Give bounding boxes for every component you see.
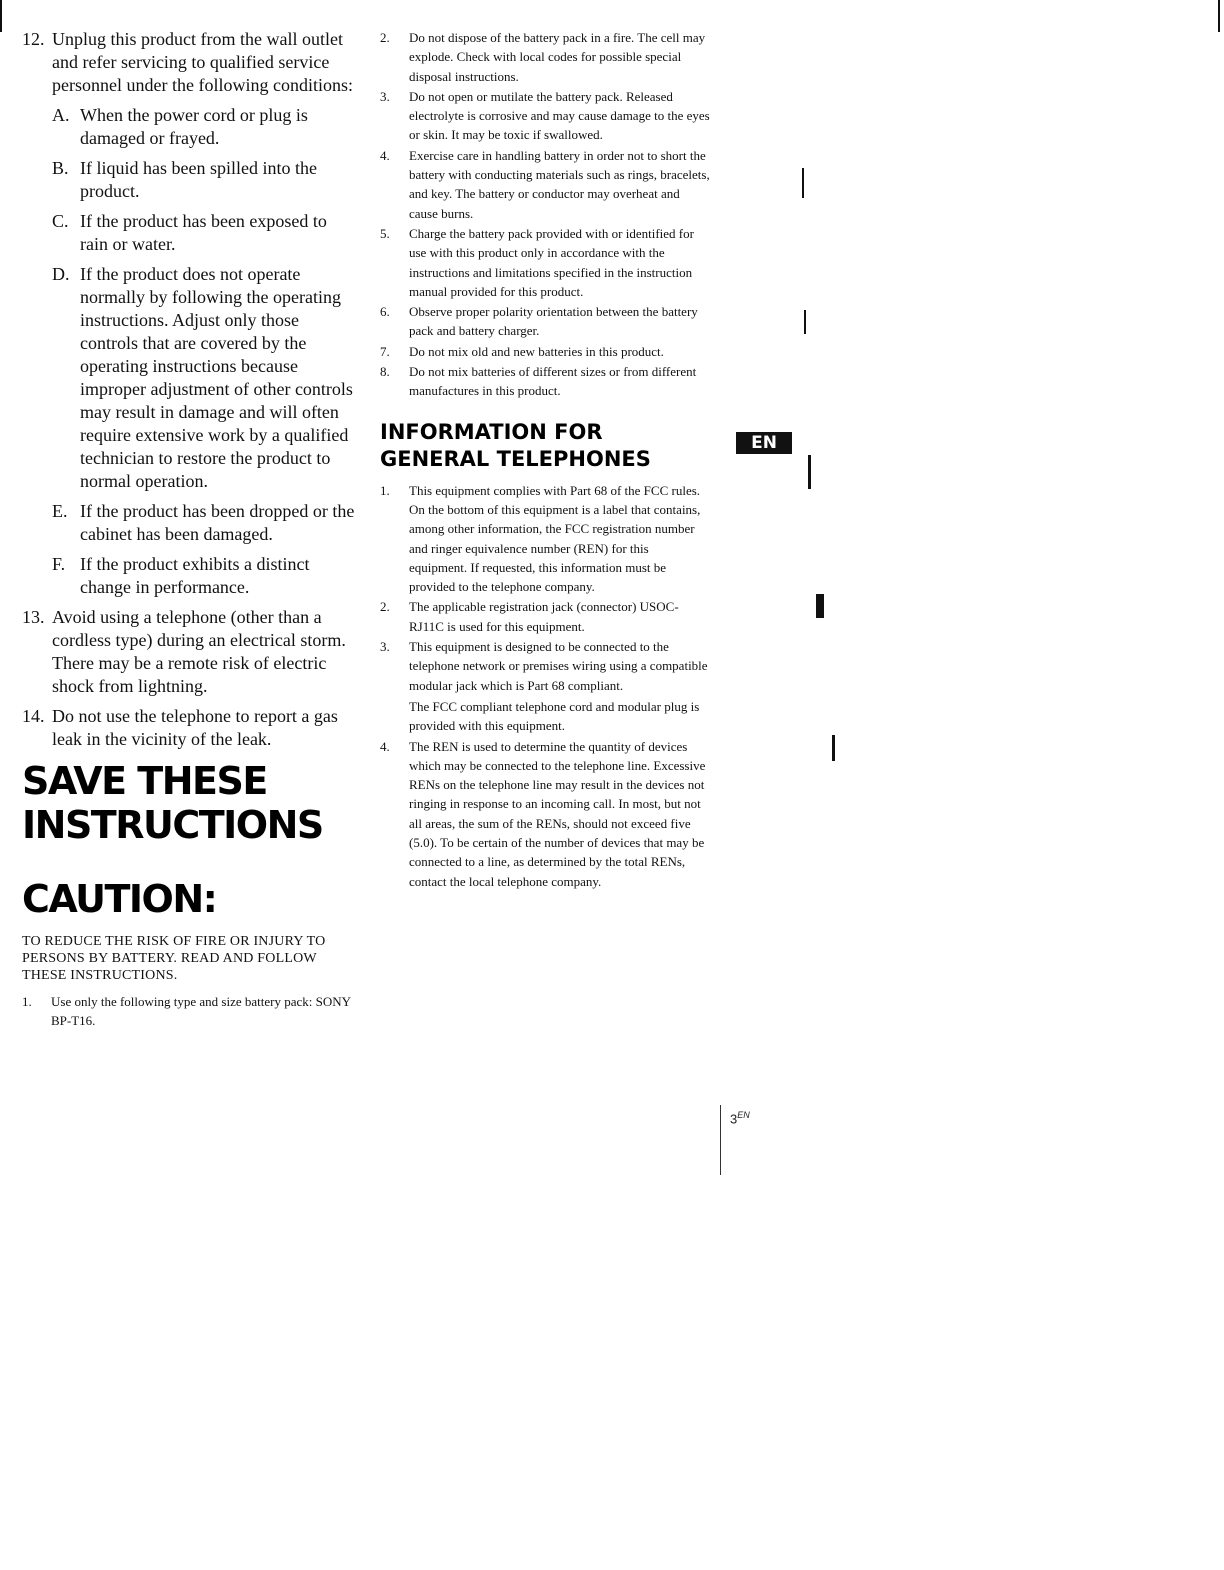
info-item-4 [380, 737, 710, 891]
item-text: Exercise care in handling battery in order not to short the battery with conducting materials such as rings, bracelets, and key. The battery or conductor may overheat and cause burns. [409, 147, 710, 221]
item-number: 6. [380, 304, 390, 320]
sub-item-text: If the product has been dropped or the cabinet has been damaged. [80, 501, 355, 544]
list-item-13 [22, 606, 357, 698]
item-text: Do not open or mutilate the battery pack. Released electrolyte is corrosive and may cause damage to the eyes or skin. It may be toxic if swallowed. [409, 88, 710, 143]
scan-artifact [804, 310, 806, 334]
sub-item-b [22, 157, 357, 203]
item-text: This equipment complies with Part 68 of the FCC rules. On the bottom of this equipment is a label that contains, among other information, the FCC registration number and ringer equivalence number (REN) for this equipment. If requested, this information must be provided to the telephone company. [409, 482, 701, 595]
item-text: Do not dispose of the battery pack in a fire. The cell may explode. Check with local codes for possible special disposal instructions. [409, 30, 706, 84]
list-item-14 [22, 705, 357, 751]
sub-item-letter: A. [52, 105, 70, 125]
heading-line: INFORMATION FOR [380, 419, 603, 444]
item-text: Do not use the telephone to report a gas leak in the vicinity of the leak. [52, 706, 338, 749]
save-instructions-heading [22, 759, 357, 847]
middle-column [380, 28, 710, 892]
item-text: This equipment is designed to be connected to the telephone network or premises wiring using a compatible modular jack which is Part 68 compliant. [409, 639, 708, 693]
heading-line: GENERAL TELEPHONES [380, 446, 651, 471]
sub-item-e [22, 500, 357, 546]
item-text: Do not mix old and new batteries in this product. [409, 343, 664, 359]
item-text: Do not mix batteries of different sizes or from different manufactures in this product. [409, 364, 697, 399]
item-number: 1. [380, 482, 390, 498]
battery-item-2 [380, 28, 710, 86]
item-number: 2. [380, 599, 390, 615]
page-number-divider [720, 1105, 721, 1175]
item-number: 3. [380, 88, 390, 104]
scan-artifact [832, 735, 835, 761]
sub-item-text: If liquid has been spilled into the product. [80, 158, 317, 201]
battery-item-3 [380, 87, 710, 145]
left-column [22, 28, 357, 1031]
item-number: 4. [380, 738, 390, 754]
sub-item-a [22, 104, 357, 150]
page-number-value: 3 [730, 1111, 738, 1127]
sub-item-text: When the power cord or plug is damaged or frayed. [80, 105, 308, 148]
sub-item-letter: B. [52, 158, 69, 178]
item-number: 7. [380, 343, 390, 359]
sub-item-letter: D. [52, 264, 70, 284]
scan-artifact [816, 594, 824, 618]
info-item-2 [380, 597, 710, 636]
item-number: 3. [380, 639, 390, 655]
sub-item-f [22, 553, 357, 599]
item-number: 14. [22, 706, 45, 726]
scan-artifact [1218, 0, 1220, 32]
battery-item-5 [380, 224, 710, 301]
item-extra-text: The FCC compliant telephone cord and modular plug is provided with this equipment. [409, 698, 700, 734]
sub-item-text: If the product has been exposed to rain or water. [80, 211, 327, 254]
sub-item-c [22, 210, 357, 256]
scan-artifact [802, 168, 804, 198]
sub-item-text: If the product does not operate normally by following the operating instructions. Adjust only those controls that are covered by the operating instructions because improper adjustment of other controls may result in damage and will often require extensive work by a qualified technician to restore the product to normal operation. [80, 264, 353, 491]
item-text: The REN is used to determine the quantity of devices which may be connected to the telephone line. Excessive RENs on the telephone line may result in the devices not ringing in response to an incoming call. In most, but not all areas, the sum of the RENs, should not exceed five (5.0). To be certain of the number of devices that may be connected to a line, as determined by the total RENs, contact the local telephone company. [409, 738, 706, 889]
page-number [730, 1110, 750, 1126]
list-item-12 [22, 28, 357, 97]
battery-item-6 [380, 302, 710, 341]
info-general-telephones-heading [380, 419, 710, 473]
item-text: Unplug this product from the wall outlet and refer servicing to qualified service personnel under the following conditions: [52, 29, 353, 95]
sub-item-text: If the product exhibits a distinct change in performance. [80, 554, 310, 597]
item-number: 5. [380, 225, 390, 241]
item-number: 13. [22, 607, 45, 627]
battery-item-4 [380, 146, 710, 223]
item-text: Use only the following type and size battery pack: SONY BP-T16. [51, 994, 351, 1028]
item-text: The applicable registration jack (connector) USOC-RJ11C is used for this equipment. [409, 599, 679, 634]
sub-item-d [22, 263, 357, 493]
item-text: Avoid using a telephone (other than a cordless type) during an electrical storm. There may be a remote risk of electric shock from lightning. [52, 607, 346, 696]
heading-line: SAVE THESE [22, 759, 267, 803]
battery-item-7 [380, 342, 710, 361]
page-number-suffix: EN [737, 1110, 750, 1120]
language-badge: EN [736, 432, 792, 454]
scan-artifact [808, 455, 811, 489]
item-text: Charge the battery pack provided with or identified for use with this product only in accordance with the instructions and limitations specified in the instruction manual provided for this product. [409, 225, 694, 299]
heading-line: INSTRUCTIONS [22, 803, 323, 847]
sub-item-letter: F. [52, 554, 66, 574]
item-number: 1. [22, 994, 32, 1009]
item-text: Observe proper polarity orientation between the battery pack and battery charger. [409, 304, 698, 339]
item-number: 2. [380, 30, 390, 45]
item-number: 4. [380, 147, 390, 163]
caution-text: TO REDUCE THE RISK OF FIRE OR INJURY TO PERSONS BY BATTERY. READ AND FOLLOW THESE INSTRUCTIONS. [22, 934, 326, 983]
item-number: 12. [22, 29, 45, 49]
caution-heading: CAUTION: [22, 877, 217, 921]
item-number: 8. [380, 364, 390, 380]
info-item-1 [380, 481, 710, 597]
battery-item-8 [380, 362, 710, 401]
sub-item-letter: C. [52, 211, 69, 231]
sub-item-letter: E. [52, 501, 68, 521]
info-item-3 [380, 637, 710, 735]
battery-item-1 [22, 992, 357, 1030]
scan-artifact [0, 0, 2, 32]
